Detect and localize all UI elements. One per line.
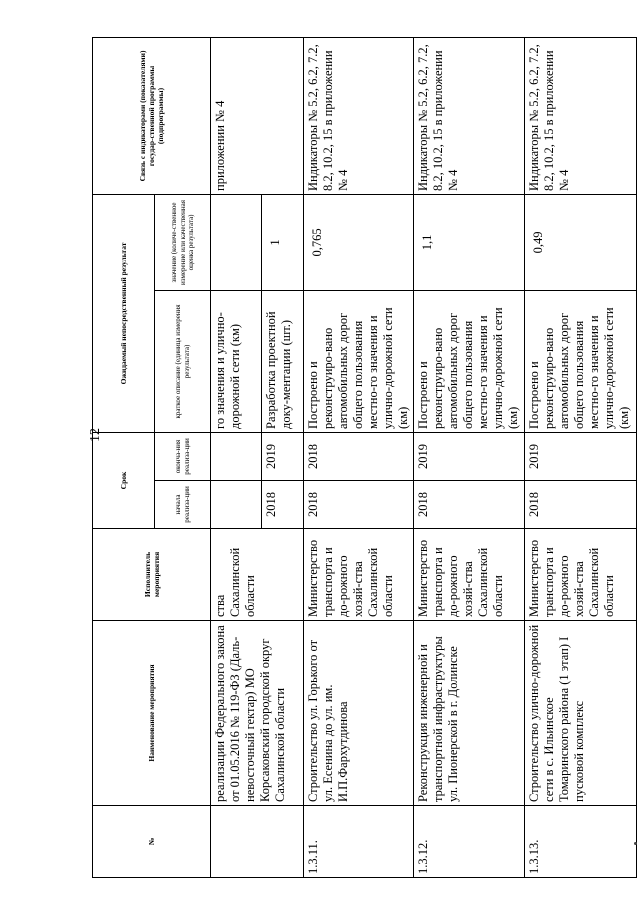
row-start: 2018 [524,481,636,529]
row-link: приложении № 4 [211,37,303,194]
row-start: 2018 [414,481,524,529]
row-end: 2019 [524,432,636,480]
table-row [524,37,636,877]
row-num [211,806,303,878]
row-name: Реконструкция инженерной и транспортной инфраструктуры ул. Пионерской в г. Долинске [414,621,524,806]
row-result-desc: Построено и реконструиро-вано автомобильных дорог общего пользования местно-го значения и улично-дорожной сети (км) [414,290,524,432]
header-term: Срок [93,432,155,528]
header-num: № [93,806,211,878]
header-term-end: оконча-ния реализа-ции [155,432,211,480]
row-end: 2019 [261,432,303,480]
row-start: 2018 [303,481,413,529]
header-result-value: значение (количе-ственное измерение или качественная оценка результата) [155,194,211,290]
header-term-start: начала реализа-ции [155,481,211,529]
row-name: Строительство ул. Горького от ул. Есенина до ул. им. И.П.Фархутдинова [303,621,413,806]
row-executor: Министерство транспорта и до-рожного хозяй-ства Сахалинской области [524,529,636,621]
row-result-value: 1 [261,194,303,290]
row-start [211,481,261,529]
row-result-desc: го значения и улично-дорожной сети (км) [211,290,261,432]
table-row [414,37,524,877]
row-executor: Министерство транспорта и до-рожного хозяй-ства Сахалинской области [303,529,413,621]
header-result-desc: краткое описание (единица измерения результата) [155,290,211,432]
header-link: Связь с индикаторами (показателями) государ-ственной программы (подпрограммы) [93,37,211,194]
row-start: 2018 [261,481,303,529]
row-result-desc: Разработка проектной доку-ментации (шт.) [261,290,303,432]
row-result-value: 0,49 [524,194,636,290]
rotated-table-wrapper [92,38,637,878]
row-result-desc: Построено и реконструиро-вано автомобильных дорог общего пользования местно-го значения и улично-дорожной сети (км) [303,290,413,432]
row-result-value: 0,765 [303,194,413,290]
row-executor: Министерство транспорта и до-рожного хозяй-ства Сахалинской области [414,529,524,621]
header-name: Наименование мероприятия [93,621,211,806]
row-end: 2018 [303,432,413,480]
header-result: Ожидаемый непосредственный результат [93,194,155,432]
row-link: Индикаторы № 5.2, 6.2, 7.2, 8.2, 10.2, 15 в приложении № 4 [524,37,636,194]
row-end: 2019 [414,432,524,480]
row-num: 1.3.12. [414,806,524,878]
row-result-value: 1,1 [414,194,524,290]
row-executor: ства Сахалинской области [211,529,303,621]
page-number: 12 [88,428,103,442]
header-executor: Исполнитель мероприятия [93,529,211,621]
row-name: реализации Федерального закона от 01.05.2016 № 119-ФЗ (Даль-невосточный гектар) МО Корсаковский городской округ Сахалинской области [211,621,303,806]
row-result-value [211,194,261,290]
activities-table [92,37,637,878]
row-name: Строительство улично-дорожной сети в с. Ильинское Томаринского района (1 этап) I пусковой комплекс [524,621,636,806]
row-result-desc: Построено и реконструиро-вано автомобильных дорог общего пользования местно-го значения и улично-дорожной сети (км) [524,290,636,432]
row-end [211,432,261,480]
row-num: 1.3.13. [524,806,636,878]
scan-speck [634,842,637,845]
table-row [303,37,413,877]
row-link: Индикаторы № 5.2, 6.2, 7.2, 8.2, 10.2, 15 в приложении № 4 [303,37,413,194]
table-header-row [93,37,155,877]
table-row [211,37,261,877]
row-num: 1.3.11. [303,806,413,878]
row-link: Индикаторы № 5.2, 6.2, 7.2, 8.2, 10.2, 15 в приложении № 4 [414,37,524,194]
